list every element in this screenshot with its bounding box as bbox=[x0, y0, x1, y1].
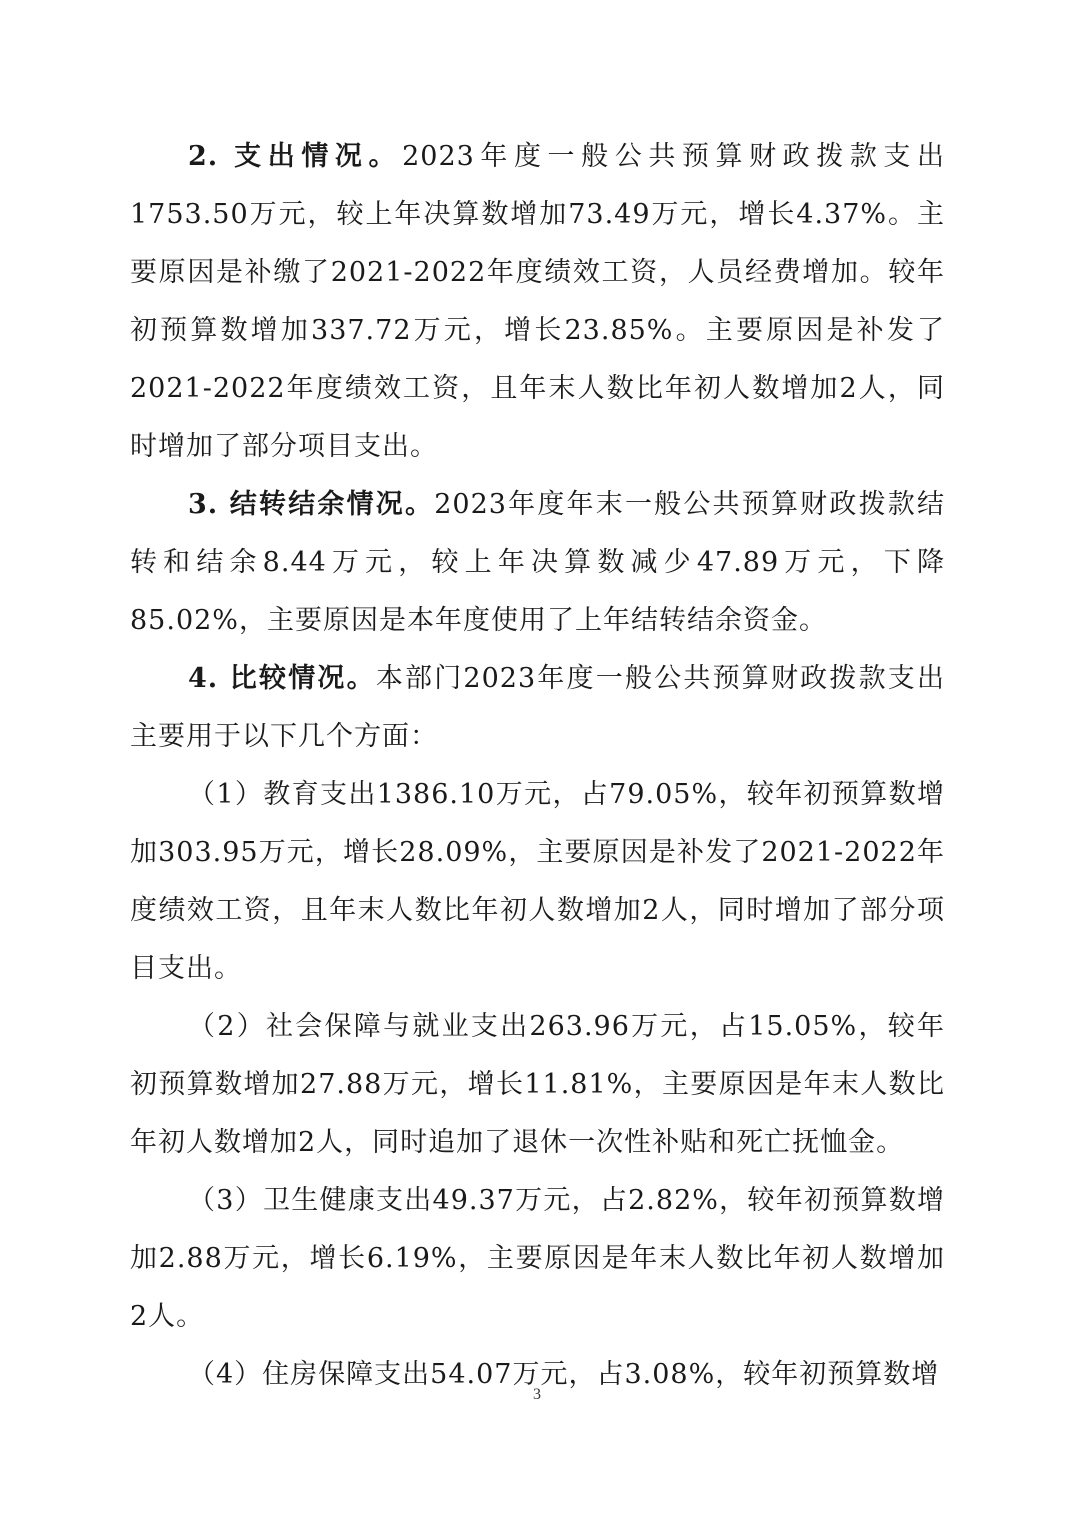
paragraph-carryover bbox=[130, 476, 945, 650]
paragraph-text: 2023年度一般公共预算财政拨款支出1753.50万元，较上年决算数增加73.49万元，增长4.37%。主要原因是补缴了2021-2022年度绩效工资，人员经费增加。较年初预算数增加337.72万元，增长23.85%。主要原因是补发了2021-2022年度绩效工资，且年末人数比年初人数增加2人，同时增加了部分项目支出。 bbox=[130, 141, 945, 462]
paragraph-text: （3）卫生健康支出49.37万元，占2.82%，较年初预算数增加2.88万元，增长6.19%，主要原因是年末人数比年初人数增加2人。 bbox=[130, 1185, 945, 1332]
paragraph-heading: 4. 比较情况。 bbox=[188, 663, 376, 694]
paragraph-text: 本部门2023年度一般公共预算财政拨款支出主要用于以下几个方面： bbox=[130, 663, 945, 752]
paragraph-text: 2023年度年末一般公共预算财政拨款结转和结余8.44万元，较上年决算数减少47.89万元，下降85.02%，主要原因是本年度使用了上年结转结余资金。 bbox=[130, 489, 945, 636]
paragraph-text: （4）住房保障支出54.07万元，占3.08%，较年初预算数增 bbox=[188, 1359, 940, 1390]
document-body bbox=[130, 128, 945, 1404]
paragraph-comparison bbox=[130, 650, 945, 766]
paragraph-text: （2）社会保障与就业支出263.96万元，占15.05%，较年初预算数增加27.88万元，增长11.81%，主要原因是年末人数比年初人数增加2人，同时追加了退休一次性补贴和死亡抚恤金。 bbox=[130, 1011, 945, 1158]
paragraph-education bbox=[130, 766, 945, 998]
page-number: 3 bbox=[533, 1386, 541, 1403]
paragraph-health bbox=[130, 1172, 945, 1346]
paragraph-heading: 2. 支出情况。 bbox=[188, 141, 403, 172]
paragraph-heading: 3. 结转结余情况。 bbox=[188, 489, 435, 520]
paragraph-text: （1）教育支出1386.10万元，占79.05%，较年初预算数增加303.95万元，增长28.09%，主要原因是补发了2021-2022年度绩效工资，且年末人数比年初人数增加2人，同时增加了部分项目支出。 bbox=[130, 779, 945, 984]
paragraph-expenditure bbox=[130, 128, 945, 476]
paragraph-social-security bbox=[130, 998, 945, 1172]
